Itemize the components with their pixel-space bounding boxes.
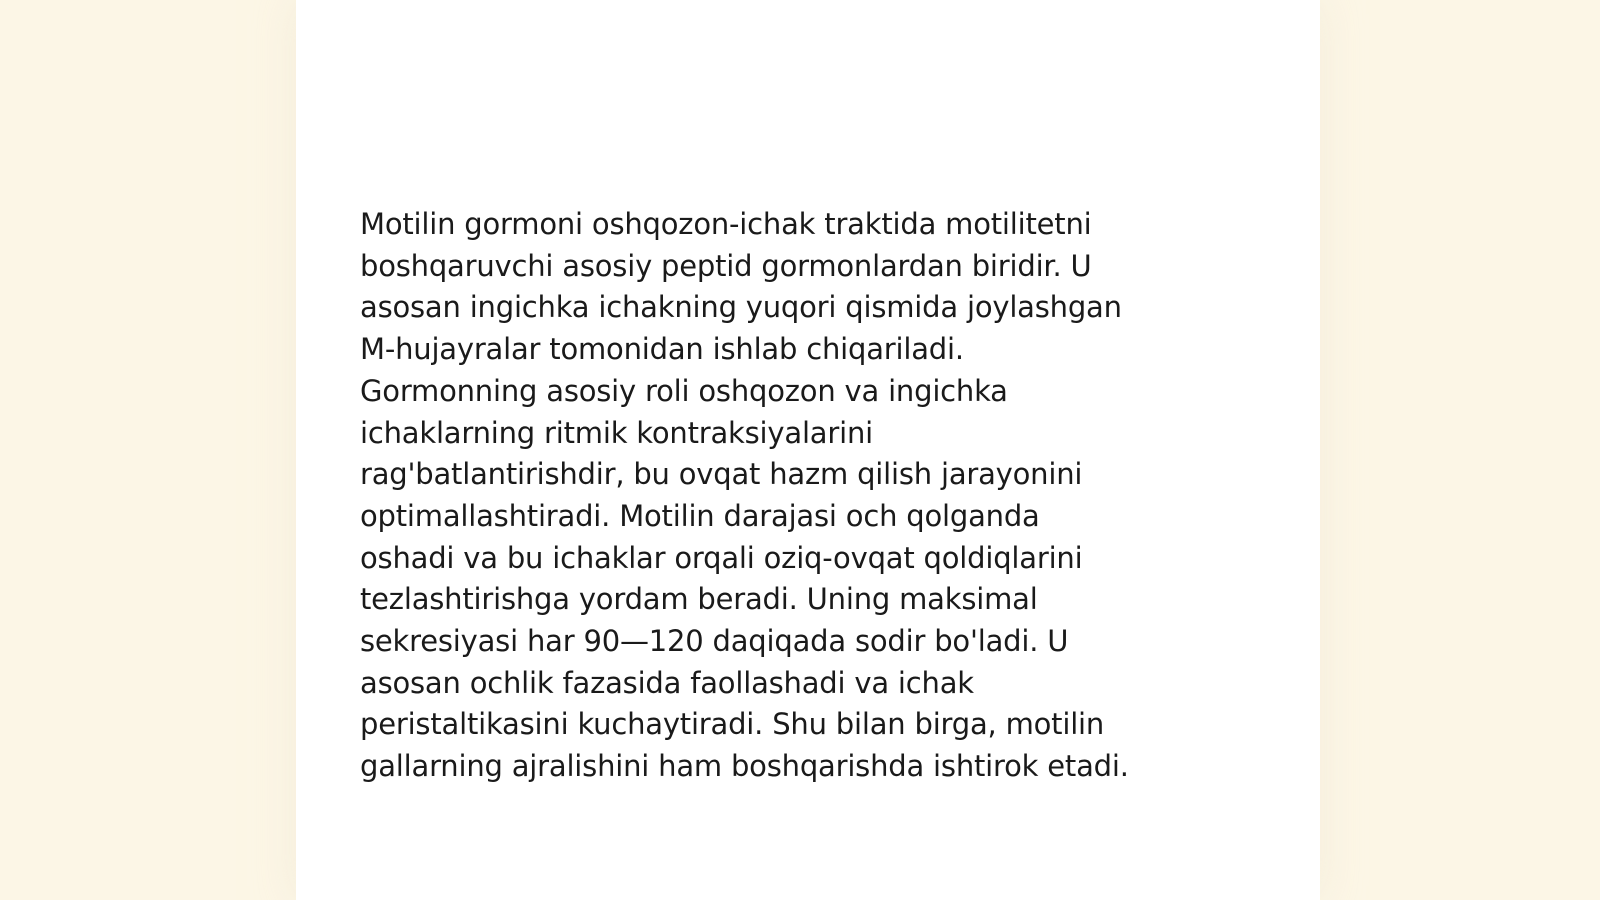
- body-paragraph: Motilin gormoni oshqozon-ichak traktida motilitetni boshqaruvchi asosiy peptid gormonlardan biridir. U asosan ingichka ichakning yuqori qismida joylashgan M-hujayralar tomonidan ishlab chiqariladi. Gormonning asosiy roli oshqozon va ingichka ichaklarning ritmik kontraksiyalarini rag'batlantirishdir, bu ovqat hazm qilish jarayonini optimallashtiradi. Motilin darajasi och qolganda oshadi va bu ichaklar orqali oziq-ovqat qoldiqlarini tezlashtirishga yordam beradi. Uning maksimal sekresiyasi har 90—120 daqiqada sodir bo'ladi. U asosan ochlik fazasida faollashadi va ichak peristaltikasini kuchaytiradi. Shu bilan birga, motilin gallarning ajralishini ham boshqarishda ishtirok etadi.: [360, 207, 1129, 784]
- document-page: [296, 0, 1320, 900]
